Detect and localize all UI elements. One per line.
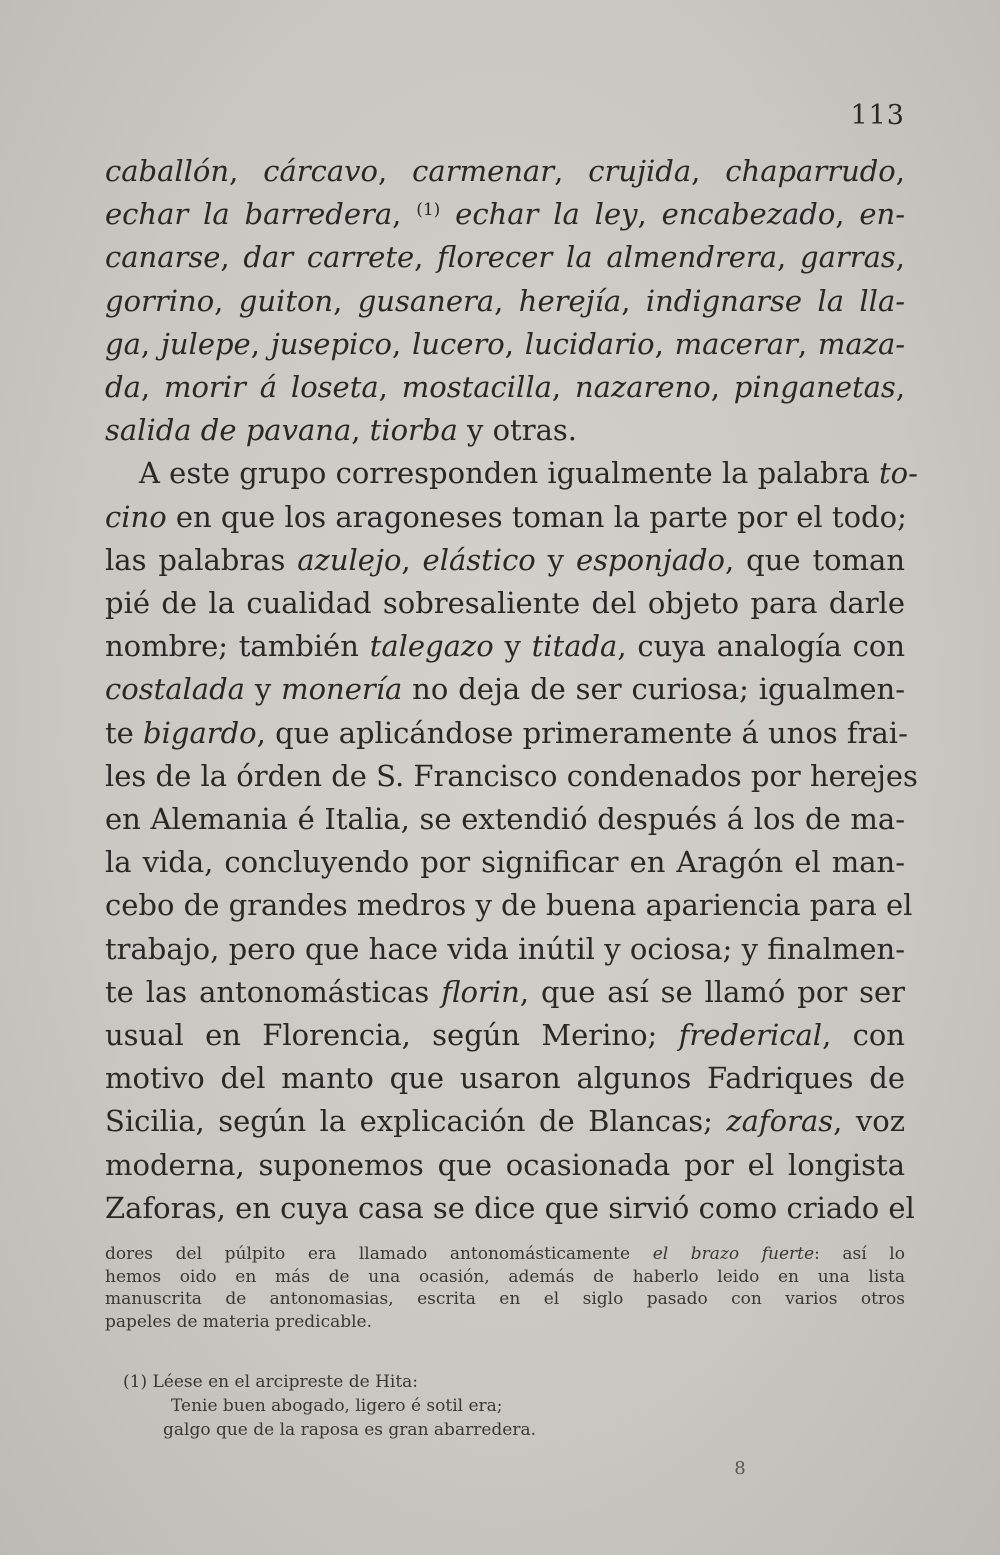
footnote-line: hemos oido en más de una ocasión, además de haberlo leido en una lista	[105, 1266, 905, 1287]
text-line: gorrino, guiton, gusanera, herejía, indignarse la lla-	[105, 283, 906, 318]
text-line: echar la barredera, $^{(1)}$ echar la ley, encabezado, en-	[105, 197, 906, 232]
footnote-continuation	[105, 1243, 905, 1333]
text-line: usual en Florencia, según Merino; frederical, con	[105, 1018, 905, 1053]
main-text	[105, 150, 918, 1230]
text-line: nombre; también talegazo y titada, cuya analogía con	[105, 629, 906, 664]
footnote-text: Léese en el arcipreste de Hita:	[152, 1372, 419, 1392]
text-line: canarse, dar carrete, florecer la almendrera, garras,	[105, 240, 905, 275]
text-line: cebo de grandes medros y de buena apariencia para el	[105, 888, 913, 923]
text-line: costalada y monería no deja de ser curiosa; igualmen-	[105, 672, 905, 707]
signature-mark: 8	[734, 1458, 746, 1479]
text-line: en Alemania é Italia, se extendió después á los de ma-	[105, 802, 905, 837]
footnote-line: dores del púlpito era llamado antonomásticamente el brazo fuerte: así lo	[105, 1244, 905, 1264]
text-line: motivo del manto que usaron algunos Fadriques de	[105, 1061, 905, 1096]
text-line: te bigardo, que aplicándose primeramente á unos frai-	[105, 715, 908, 750]
text-line: da, morir á loseta, mostacilla, nazareno, pinganetas,	[105, 370, 906, 405]
text-line: moderna, suponemos que ocasionada por el longista	[105, 1147, 905, 1182]
text-line: las palabras azulejo, elástico y esponjado, que toman	[105, 542, 906, 577]
text-line: te las antonomásticas florin, que así se llamó por ser	[105, 974, 905, 1009]
text-line: Sicilia, según la explicación de Blancas; zaforas, voz	[105, 1104, 905, 1139]
text-line: pié de la cualidad sobresaliente del objeto para darle	[105, 586, 905, 621]
footnote-line: manuscrita de antonomasias, escrita en el siglo pasado con varios otros	[105, 1289, 905, 1310]
text-line: cino en que los aragoneses toman la parte por el todo;	[105, 499, 907, 534]
footnote-1	[123, 1370, 723, 1442]
text-line: Zaforas, en cuya casa se dice que sirvió como criado el	[105, 1190, 915, 1225]
text-line: salida de pavana, tiorba y otras.	[105, 413, 577, 448]
text-line: caballón, cárcavo, carmenar, crujida, chaparrudo,	[105, 154, 905, 188]
text-line: trabajo, pero que hace vida inútil y ociosa; y finalmen-	[105, 931, 905, 966]
page-number: 113	[850, 100, 905, 131]
footnote-verse: Tenie buen abogado, ligero é sotil era;	[171, 1396, 503, 1416]
footnote-verse: galgo que de la raposa es gran abarredera.	[163, 1420, 536, 1440]
footnote-intro	[123, 1370, 723, 1394]
text-line: A este grupo corresponden igualmente la palabra to-	[139, 456, 918, 491]
footnote-line: papeles de materia predicable.	[105, 1311, 373, 1332]
text-line: les de la órden de S. Francisco condenados por herejes	[105, 758, 918, 793]
text-line: la vida, concluyendo por significar en Aragón el man-	[105, 845, 905, 880]
text-line: ga, julepe, jusepico, lucero, lucidario, macerar, maza-	[105, 326, 906, 361]
footnote-marker: (1)	[123, 1372, 148, 1392]
